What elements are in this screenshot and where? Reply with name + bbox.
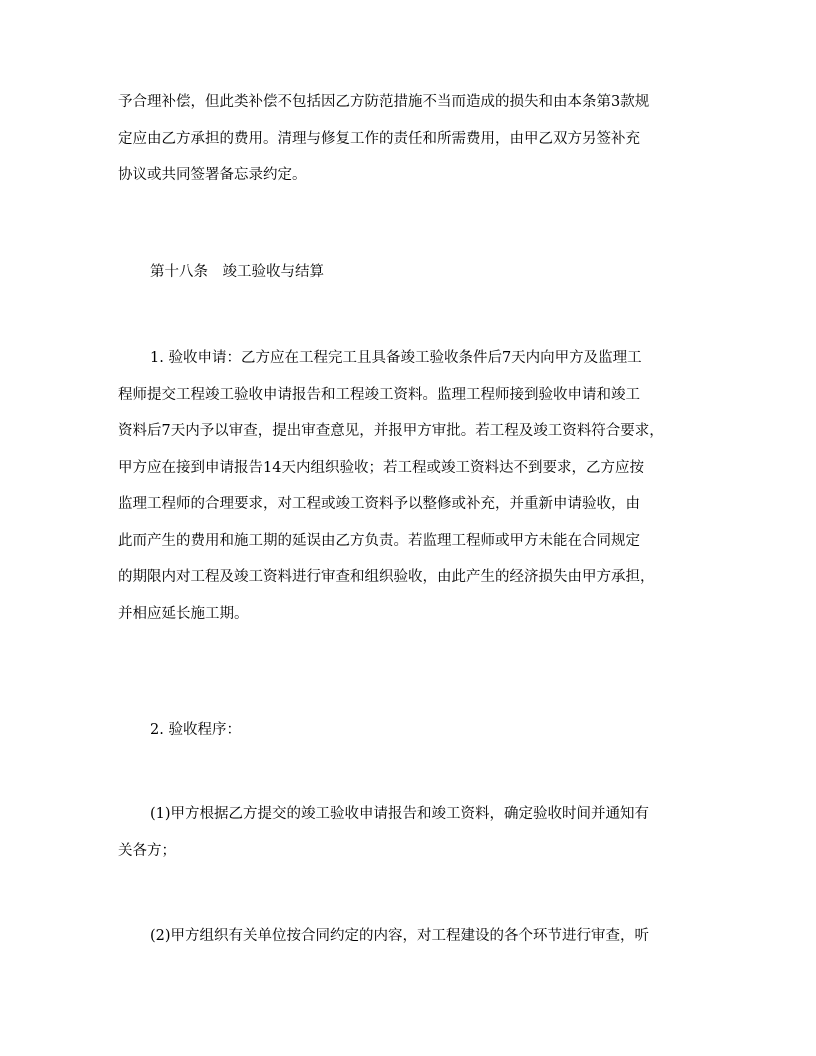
- text-line: 并相应延长施工期。: [118, 605, 249, 622]
- text-line: 程师提交工程竣工验收申请报告和工程竣工资料。监理工程师接到验收申请和竣工: [118, 386, 640, 403]
- article-heading-block: [118, 254, 712, 291]
- paragraph-acceptance-application: [118, 340, 712, 632]
- text-line: 协议或共同签署备忘录约定。: [118, 167, 307, 183]
- text-line: 予合理补偿，但此类补偿不包括因乙方防范措施不当而造成的损失和由本条第3款规: [118, 94, 650, 110]
- text-line: (1)甲方根据乙方提交的竣工验收申请报告和竣工资料，确定验收时间并通知有: [150, 806, 650, 822]
- article-heading: 第十八条 竣工验收与结算: [150, 264, 324, 280]
- text-line: 定应由乙方承担的费用。清理与修复工作的责任和所需费用，由甲乙双方另签补充: [118, 130, 640, 147]
- text-line: 关各方；: [118, 842, 176, 859]
- text-line: (2)甲方组织有关单位按合同约定的内容，对工程建设的各个环节进行审查，听: [150, 928, 650, 944]
- text-line: 监理工程师的合理要求，对工程或竣工资料予以整修或补充，并重新申请验收，由: [118, 496, 640, 512]
- paragraph-compensation: [118, 84, 712, 194]
- text-line: 此而产生的费用和施工期的延误由乙方负责。若监理工程师或甲方未能在合同规定: [118, 532, 640, 549]
- paragraph-procedure-item-2: [118, 918, 712, 955]
- text-line: 甲方应在接到申请报告14天内组织验收；若工程或竣工资料达不到要求，乙方应按: [118, 459, 644, 476]
- subheading: 2. 验收程序：: [150, 722, 241, 738]
- paragraph-acceptance-procedure: [118, 712, 712, 749]
- text-line: 1. 验收申请：乙方应在工程完工且具备竣工验收条件后7天内向甲方及监理工: [150, 350, 642, 366]
- paragraph-procedure-item-1: [118, 796, 712, 869]
- text-line: 的期限内对工程及竣工资料进行审查和组织验收，由此产生的经济损失由甲方承担，: [118, 569, 655, 585]
- text-line: 资料后7天内予以审查，提出审查意见，并报甲方审批。若工程及竣工资料符合要求，: [118, 423, 664, 439]
